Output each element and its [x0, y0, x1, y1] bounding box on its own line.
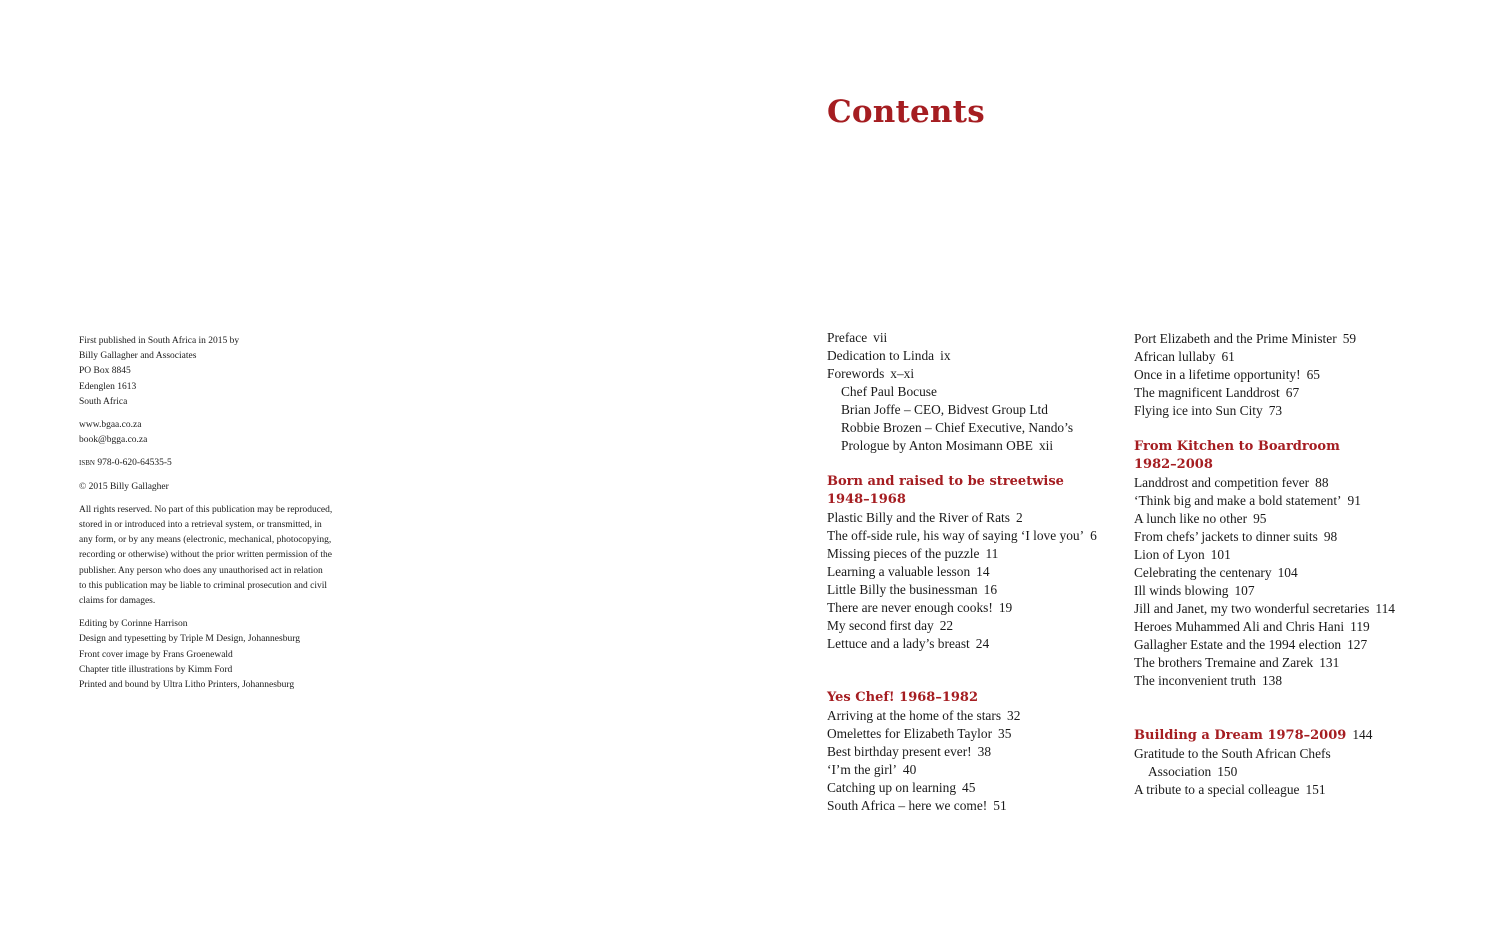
credit-line: Chapter title illustrations by Kimm Ford [79, 664, 233, 675]
rights-line: any form, or by any means (electronic, mechanical, photocopying, [79, 535, 332, 546]
toc-entry: Best birthday present ever! 38 [827, 744, 992, 759]
page-number: 138 [1261, 673, 1283, 688]
page-number: 59 [1342, 331, 1357, 346]
page-number: 6 [1090, 528, 1097, 543]
toc-entry: There are never enough cooks! 19 [827, 600, 1013, 615]
isbn: isbn 978-0-620-64535-5 [79, 458, 172, 469]
page-number: 98 [1323, 529, 1338, 544]
toc-entry: Omelettes for Elizabeth Taylor 35 [827, 726, 1012, 741]
contents-column-left [827, 329, 1117, 815]
page-number: 88 [1315, 475, 1329, 490]
page-number: 73 [1268, 403, 1283, 418]
rights-line: claims for damages. [79, 596, 156, 607]
toc-entry: Forewords x–xi [827, 366, 915, 381]
toc-entry: Port Elizabeth and the Prime Minister 59 [1134, 331, 1357, 346]
toc-entry-continued: Association 150 [1148, 764, 1238, 779]
toc-entry: The inconvenient truth 138 [1134, 673, 1283, 688]
part-heading: Building a Dream 1978–2009 144 [1134, 727, 1373, 743]
isbn-info [79, 456, 379, 471]
page-number: 16 [983, 582, 998, 597]
publisher-line: PO Box 8845 [79, 366, 131, 377]
page-number: 144 [1352, 727, 1373, 742]
page-number: 40 [902, 762, 917, 777]
copyright: © 2015 Billy Gallagher [79, 481, 169, 492]
credit-line: Editing by Corinne Harrison [79, 619, 188, 630]
publisher-line: First published in South Africa in 2015 by [79, 336, 240, 346]
page-number: 151 [1305, 782, 1326, 797]
toc-subentry: Chef Paul Bocuse [841, 384, 937, 399]
page-number: ix [940, 348, 951, 363]
page-number: 91 [1347, 493, 1361, 508]
toc-entry: ‘Think big and make a bold statement’ 91 [1134, 493, 1361, 508]
part-heading: Born and raised to be streetwise [827, 474, 1064, 489]
publisher-line: Billy Gallagher and Associates [79, 351, 197, 362]
page-number: 51 [993, 798, 1007, 813]
toc-entry: Celebrating the centenary 104 [1134, 565, 1298, 580]
toc-subentry: Brian Joffe – CEO, Bidvest Group Ltd [841, 402, 1048, 417]
rights-line: to this publication may be liable to criminal prosecution and civil [79, 580, 327, 591]
toc-entry: ‘I’m the girl’ 40 [827, 762, 917, 777]
toc-entry: Jill and Janet, my two wonderful secretaries 114 [1134, 601, 1395, 616]
page-number: 95 [1253, 511, 1267, 526]
rights-statement [79, 503, 379, 609]
page-number: 2 [1015, 510, 1023, 525]
email: book@bgga.co.za [79, 435, 148, 446]
credit-line: Design and typesetting by Triple M Design, Johannesburg [79, 634, 300, 645]
toc-entry: The off-side rule, his way of saying ‘I love you’ 6 [827, 528, 1097, 543]
contents-column-right [1134, 330, 1434, 799]
copyright-info [79, 480, 379, 495]
page-number: xii [1038, 438, 1054, 453]
toc-entry: Catching up on learning 45 [827, 780, 976, 795]
toc-entry: Dedication to Linda ix [827, 348, 951, 363]
toc-entry: Plastic Billy and the River of Rats 2 [827, 510, 1023, 525]
rights-line: stored in or introduced into a retrieval system, or transmitted, in [79, 520, 322, 531]
credit-line: Front cover image by Frans Groenewald [79, 649, 233, 660]
toc-entry: The magnificent Landdrost 67 [1134, 385, 1300, 400]
page-number: 24 [975, 636, 990, 651]
part-heading: Yes Chef! 1968–1982 [827, 690, 979, 705]
toc-entry: Once in a lifetime opportunity! 65 [1134, 367, 1320, 382]
part-heading: From Kitchen to Boardroom [1134, 439, 1340, 454]
toc-entry: Lettuce and a lady’s breast 24 [827, 636, 990, 651]
publisher-info [79, 334, 379, 410]
page-number: 150 [1217, 764, 1238, 779]
toc-entry: A lunch like no other 95 [1134, 511, 1267, 526]
toc-entry: A tribute to a special colleague 151 [1134, 782, 1326, 797]
toc-entry: Lion of Lyon 101 [1134, 547, 1231, 562]
page-number: 22 [939, 618, 954, 633]
page-number: 38 [977, 744, 992, 759]
page-number: 32 [1007, 708, 1021, 723]
page-number: 107 [1234, 583, 1255, 598]
web-info [79, 418, 379, 448]
toc-entry: My second first day 22 [827, 618, 954, 633]
page-number: 101 [1210, 547, 1231, 562]
toc-entry: Landdrost and competition fever 88 [1134, 475, 1329, 490]
toc-entry: Gallagher Estate and the 1994 election 127 [1134, 637, 1368, 652]
page-number: 11 [985, 546, 999, 561]
rights-line: All rights reserved. No part of this publication may be reproduced, [79, 504, 333, 515]
rights-line: publisher. Any person who does any unauthorised act in relation [79, 565, 323, 576]
toc-entry: Learning a valuable lesson 14 [827, 564, 990, 579]
toc-entry: The brothers Tremaine and Zarek 131 [1134, 655, 1340, 670]
toc-entry: African lullaby 61 [1134, 349, 1235, 364]
page-number: 131 [1319, 655, 1340, 670]
publisher-line: Edenglen 1613 [79, 381, 137, 392]
page-number: 114 [1375, 601, 1395, 616]
rights-line: recording or otherwise) without the prior written permission of the [79, 550, 333, 561]
page-number: 35 [998, 726, 1012, 741]
toc-entry: South Africa – here we come! 51 [827, 798, 1007, 813]
toc-entry: Little Billy the businessman 16 [827, 582, 998, 597]
page-number: 127 [1347, 637, 1368, 652]
imprint-page [79, 334, 379, 701]
toc-entry: From chefs’ jackets to dinner suits 98 [1134, 529, 1338, 544]
toc-subentry: Prologue by Anton Mosimann OBE xii [841, 438, 1054, 453]
page-number: x–xi [890, 366, 915, 381]
part-heading-dates: 1948–1968 [827, 492, 906, 507]
part-heading-dates: 1982–2008 [1134, 457, 1213, 472]
page-number: 119 [1350, 619, 1370, 634]
publisher-line: South Africa [79, 396, 128, 407]
page-number: 67 [1285, 385, 1300, 400]
website: www.bgaa.co.za [79, 420, 142, 431]
toc-entry: Flying ice into Sun City 73 [1134, 403, 1283, 418]
page-number: 61 [1221, 349, 1235, 364]
toc-entry: Heroes Muhammed Ali and Chris Hani 119 [1134, 619, 1370, 634]
page-number: 104 [1277, 565, 1298, 580]
page-number: 14 [976, 564, 990, 579]
toc-entry: Arriving at the home of the stars 32 [827, 708, 1021, 723]
toc-subentry: Robbie Brozen – Chief Executive, Nando’s [841, 420, 1074, 435]
toc-entry: Preface vii [827, 330, 888, 345]
page-number: 45 [962, 780, 976, 795]
page-number: 65 [1306, 367, 1320, 382]
page-title: Contents [827, 94, 985, 130]
credits [79, 617, 379, 693]
credit-line: Printed and bound by Ultra Litho Printers, Johannesburg [79, 680, 295, 691]
toc-entry: Missing pieces of the puzzle 11 [827, 546, 999, 561]
page-number: 19 [998, 600, 1013, 615]
toc-entry: Gratitude to the South African Chefs [1134, 746, 1331, 761]
page-number: vii [873, 330, 888, 345]
toc-entry: Ill winds blowing 107 [1134, 583, 1255, 598]
